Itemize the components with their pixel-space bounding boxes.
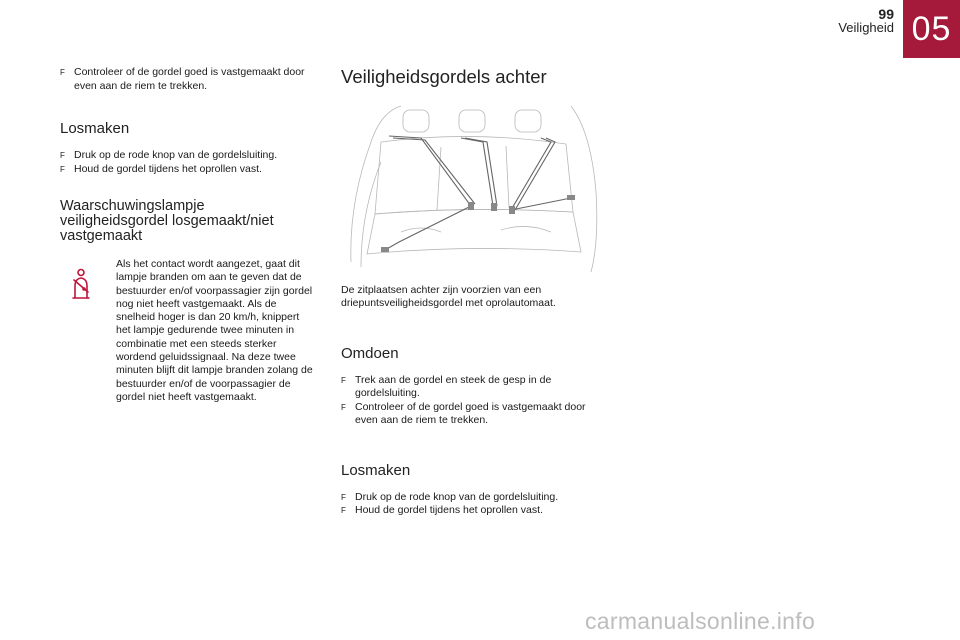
fasten-heading: Omdoen <box>341 344 399 362</box>
bullet-marker: F <box>341 506 346 516</box>
list-item <box>60 163 318 177</box>
seatbelt-warning-icon <box>60 258 116 404</box>
list-item-text: Druk op de rode knop van de gordelsluiting. <box>74 149 278 161</box>
fasten-list <box>341 374 611 428</box>
list-item-text: Controleer of de gordel goed is vastgemaakt door even aan de riem te trekken. <box>355 400 586 427</box>
list-item-text: Houd de gordel tijdens het oprollen vast. <box>355 504 543 517</box>
list-item <box>341 491 611 505</box>
chapter-tab: 05 <box>903 0 960 58</box>
list-item-text: Trek aan de gordel en steek de gesp in de gordelsluiting. <box>355 373 552 400</box>
release-list-left <box>60 149 318 176</box>
warning-text: Als het contact wordt aangezet, gaat dit lampje branden om aan te geven dat de bestuurder en/of voorpassagier zijn gordel nog niet heeft vastgemaakt. Als de snelheid hoger is dan 20 km/h, knippert het lampje gedurende twee minuten in combinatie met een steeds sterker wordend geluidssignaal. Na deze twee minuten blijft dit lampje branden zolang de bestuurder en/of de voorpassagier de gordel niet heeft vastgemaakt. <box>116 258 313 403</box>
rear-seatbelts-description: De zitplaatsen achter zijn voorzien van een driepuntsveiligheidsgordel met oprolautomaat. <box>341 284 556 310</box>
left-column <box>60 66 318 404</box>
list-item <box>341 504 611 518</box>
release-heading-right: Losmaken <box>341 461 411 479</box>
rear-seat-illustration <box>341 102 603 274</box>
bullet-marker: F <box>341 492 346 502</box>
warning-block <box>60 258 318 404</box>
list-item-text: Druk op de rode knop van de gordelsluiting. <box>355 490 559 503</box>
intro-bullet-text: Controleer of de gordel goed is vastgemaakt door even aan de riem te trekken. <box>74 66 305 92</box>
bullet-marker: F <box>341 402 346 412</box>
list-item <box>60 149 318 163</box>
rear-seatbelts-title: Veiligheidsgordels achter <box>341 66 547 87</box>
list-item-text: Houd de gordel tijdens het oprollen vast. <box>74 162 262 175</box>
list-item <box>341 401 611 428</box>
page-number: 99 <box>878 6 894 22</box>
release-list-right <box>341 491 611 518</box>
watermark: carmanualsonline.info <box>585 608 816 634</box>
right-column <box>341 66 611 518</box>
warning-heading: Waarschuwingslampje veiligheidsgordel losgemaakt/niet vastgemaakt <box>60 198 274 244</box>
section-label: Veiligheid <box>838 20 894 35</box>
bullet-marker: F <box>60 68 65 77</box>
bullet-marker: F <box>60 164 65 174</box>
list-item <box>341 374 611 401</box>
bullet-marker: F <box>60 151 65 160</box>
bullet-marker: F <box>341 375 346 385</box>
release-heading-left: Losmaken <box>60 120 130 137</box>
intro-bullet <box>60 66 318 93</box>
